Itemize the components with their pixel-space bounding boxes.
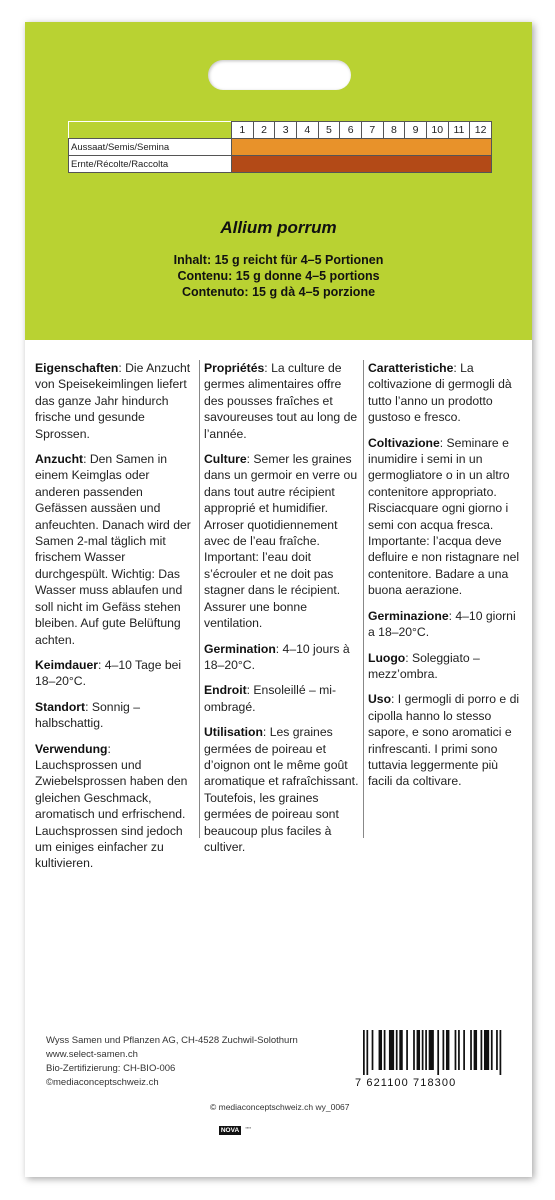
- month-cell: 3: [275, 122, 297, 139]
- info-heading: Germinazione: [368, 608, 449, 623]
- month-cell: 12: [470, 122, 492, 139]
- month-cell: 5: [318, 122, 340, 139]
- info-text: : Den Samen in einem Keimglas oder anderen passenden Gefässen aussäen und anfeuchten. Danach wird der Samen 2-mal täglich mit frischem Wasser durchgespült. Wichtig: Das Wasser muss ablaufen und soll nicht im Gefäss stehen bleiben. Auf gute Belüftung achten.: [35, 452, 191, 647]
- info-text: : La coltivazione di germogli dà tutto l’anno un prodotto gustoso e fresco.: [368, 361, 512, 425]
- info-text: : Lauchsprossen und Zwiebelsprossen haben den gleichen Geschmack, aromatisch und erfrischend. Lauchsprossen sind jedoch um einiges einfacher zu kultivieren.: [35, 741, 188, 871]
- calendar-sowing-row: [69, 139, 492, 156]
- content-it: Contenuto: 15 g dà 4–5 porzione: [181, 285, 376, 299]
- content-fr: Contenu: 15 g donne 4–5 portions: [177, 269, 380, 283]
- info-paragraph: [204, 641, 359, 674]
- logo-mark: NOVA: [220, 1127, 240, 1134]
- info-paragraph: [368, 691, 523, 789]
- month-cell: 2: [253, 122, 275, 139]
- info-paragraph: [368, 650, 523, 683]
- hang-hole: [208, 60, 351, 90]
- month-cell: 9: [405, 122, 427, 139]
- info-heading: Culture: [204, 452, 247, 467]
- month-cell: 7: [361, 122, 383, 139]
- barcode-number: 7 621100 718300: [355, 1077, 457, 1089]
- info-text: : Semer les graines dans un germoir en verre ou dans tout autre récipient approprié et humidifier. Arroser quotidiennement avec de l’eau fraîche. Important: l’eau doit s’écrouler et ne doit pas stagner dans le récipient. Assurer une bonne ventilation.: [204, 452, 358, 631]
- column-italian: [368, 360, 523, 799]
- calendar-table: [68, 121, 492, 173]
- month-cell: 8: [383, 122, 405, 139]
- info-paragraph: [204, 360, 359, 442]
- info-heading: Keimdauer: [35, 657, 98, 672]
- seed-packet-back: [25, 22, 532, 1177]
- info-paragraph: [35, 699, 195, 732]
- info-heading: Utilisation: [204, 725, 263, 740]
- info-paragraph: [204, 451, 359, 631]
- harvest-label: Ernte/Récolte/Raccolta: [69, 156, 232, 173]
- info-text: : Ensoleillé – mi-ombragé.: [204, 683, 337, 714]
- info-paragraph: [204, 724, 359, 855]
- info-text: : Les graines germées de poireau et d’oignon ont le même goût aromatique et rafraîchissant. Toutefois, les graines germées de poireau sont beaucoup plus faciles à cultiver.: [204, 725, 359, 854]
- info-heading: Anzucht: [35, 452, 84, 467]
- info-heading: Luogo: [368, 650, 406, 665]
- info-text: : Die Anzucht von Speisekeimlingen liefert das ganze Jahr hindurch frische und gesunde Sprossen.: [35, 361, 191, 441]
- info-paragraph: [35, 360, 195, 442]
- sowing-bar: [232, 139, 492, 156]
- column-divider: [199, 360, 200, 838]
- info-text: : 4–10 jours à 18–20°C.: [204, 641, 350, 672]
- nova-logo-icon: NOVA ▪▪▪▪: [220, 1125, 252, 1134]
- info-text: : Sonnig – halbschattig.: [35, 699, 140, 731]
- info-paragraph: [35, 741, 195, 872]
- month-cell: 4: [296, 122, 318, 139]
- info-heading: Uso: [368, 692, 392, 707]
- month-cell: 11: [448, 122, 470, 139]
- info-heading: Coltivazione: [368, 435, 440, 450]
- calendar-corner: [69, 122, 232, 139]
- info-heading: Caratteristiche: [368, 361, 454, 375]
- info-heading: Germination: [204, 641, 276, 656]
- header-panel: [25, 22, 532, 340]
- info-paragraph: [204, 682, 359, 715]
- info-text: : I germogli di porro e di cipolla hanno lo stesso sapore, e sono aromatici e rinfrescanti. I primi sono tuttavia leggermente più facili da coltivare.: [368, 692, 520, 789]
- info-paragraph: [35, 451, 195, 648]
- info-text: : Seminare e inumidire i semi in un germogliatore o in un altro contenitore appropriato. Risciacquare ogni giorno i semi con acqua fresca. Importante: l’acqua deve defluire e non ristagnare nel contenitore. Badare a una buona aerazione.: [368, 435, 520, 598]
- company-address: Wyss Samen und Pflanzen AG, CH-4528 Zuchwil-Solothurn: [46, 1035, 298, 1046]
- copyright-line: ©mediaconceptschweiz.ch: [46, 1077, 159, 1088]
- info-paragraph: [368, 360, 523, 426]
- credit-line: © mediaconceptschweiz.ch wy_0067: [210, 1102, 350, 1112]
- content-de: Inhalt: 15 g reicht für 4–5 Portionen: [173, 253, 384, 267]
- info-heading: Verwendung: [35, 741, 108, 756]
- info-heading: Endroit: [204, 683, 247, 698]
- info-heading: Eigenschaften: [35, 361, 119, 375]
- harvest-bar: [232, 156, 492, 173]
- info-heading: Standort: [35, 699, 86, 714]
- column-german: [35, 360, 195, 881]
- sowing-label: Aussaat/Semis/Semina: [69, 139, 232, 156]
- species-title: Allium porrum: [220, 218, 337, 237]
- column-divider: [363, 360, 364, 838]
- info-paragraph: [368, 435, 523, 599]
- info-text: : Soleggiato – mezz’ombra.: [368, 650, 480, 681]
- info-heading: Propriétés: [204, 361, 265, 375]
- info-text: : 4–10 Tage bei 18–20°C.: [35, 657, 182, 689]
- bio-certification: Bio-Zertifizierung: CH-BIO-006: [46, 1063, 176, 1074]
- column-french: [204, 360, 359, 864]
- info-text: : 4–10 giorni a 18–20°C.: [368, 608, 516, 640]
- month-cell: 6: [340, 122, 362, 139]
- info-paragraph: [368, 608, 523, 641]
- month-cell: 1: [232, 122, 254, 139]
- info-text: : La culture de germes alimentaires offre des pousses fraîches et savoureuses tout au long de l’année.: [204, 361, 358, 441]
- barcode-icon: [363, 1030, 503, 1075]
- info-paragraph: [35, 657, 195, 690]
- calendar-harvest-row: [69, 156, 492, 173]
- website-link[interactable]: www.select-samen.ch: [46, 1049, 138, 1060]
- calendar-month-row: [69, 122, 492, 139]
- month-cell: 10: [426, 122, 448, 139]
